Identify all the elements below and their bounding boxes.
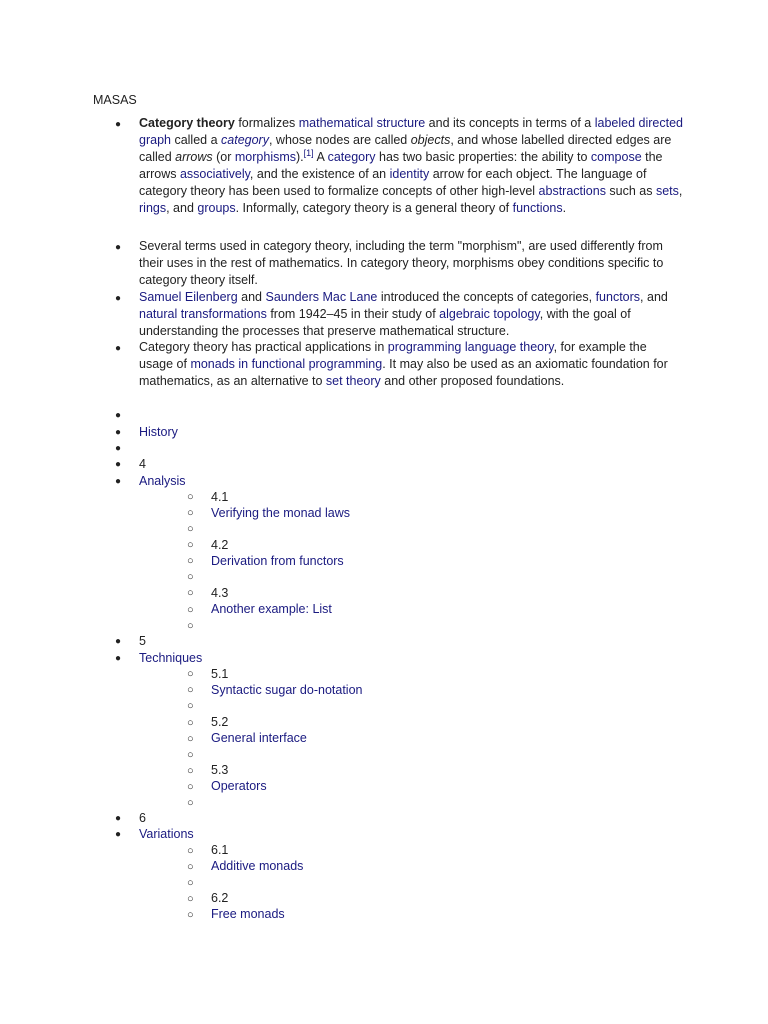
paragraph-history xyxy=(139,289,684,340)
text: and xyxy=(237,290,266,304)
text: and its concepts in terms of a xyxy=(425,116,595,130)
link-text: category xyxy=(221,133,269,147)
sub-bullet: ○ xyxy=(187,620,194,632)
toc-number: 5 xyxy=(139,634,146,648)
link-groups[interactable]: groups xyxy=(197,201,236,215)
sub-bullet: ○ xyxy=(187,893,194,905)
text: formalizes xyxy=(234,116,299,130)
link-set-theory[interactable]: set theory xyxy=(325,374,381,388)
sub-bullet: ○ xyxy=(187,781,194,793)
link-reference[interactable]: [1] xyxy=(303,147,314,158)
toc-number: 6.2 xyxy=(211,891,229,905)
sub-bullet: ○ xyxy=(187,765,194,777)
text: Category theory has practical applications in xyxy=(139,340,388,354)
sub-bullet: ○ xyxy=(187,845,194,857)
toc-number: 6 xyxy=(139,811,146,825)
toc-number: 5.2 xyxy=(211,715,229,729)
text: such as xyxy=(605,184,656,198)
toc-link-derivation-from-functors[interactable]: Derivation from functors xyxy=(211,554,344,568)
text: . It may also be used as an axiomatic foundation for mathematics, as an alternative to xyxy=(139,357,668,388)
sub-bullet: ○ xyxy=(187,587,194,599)
toc-number: 4.2 xyxy=(211,538,229,552)
link-category-2[interactable]: category xyxy=(327,150,376,164)
toc-link-another-example-list[interactable]: Another example: List xyxy=(211,602,332,616)
text: , and the existence of an xyxy=(249,167,390,181)
bullet: ● xyxy=(115,459,122,470)
bullet: ● xyxy=(115,293,122,304)
sub-bullet: ○ xyxy=(187,717,194,729)
text: , for example the usage of xyxy=(139,340,647,371)
paragraph-category-theory xyxy=(139,115,684,217)
text: , with the goal of understanding the processes that preserve mathematical structure. xyxy=(139,307,631,338)
bullet: ● xyxy=(115,119,122,130)
sub-bullet: ○ xyxy=(187,861,194,873)
sub-bullet: ○ xyxy=(187,733,194,745)
link-compose[interactable]: compose xyxy=(590,150,642,164)
toc-link-verifying-monad-laws[interactable]: Verifying the monad laws xyxy=(211,506,350,520)
sub-bullet: ○ xyxy=(187,555,194,567)
text: Several terms used in category theory, including the term "morphism", are used differently from their uses in the rest of mathematics. In category theory, morphisms obey conditions specific to category theory itself. xyxy=(139,239,664,287)
toc-number: 5.1 xyxy=(211,667,229,681)
link-labeled-directed-graph[interactable]: labeled directed graph xyxy=(139,116,683,147)
text: from 1942–45 in their study of xyxy=(266,307,440,321)
toc-link-variations[interactable]: Variations xyxy=(139,827,194,841)
toc-link-history[interactable]: History xyxy=(139,425,178,439)
text: (or xyxy=(212,150,235,164)
link-identity[interactable]: identity xyxy=(389,167,430,181)
italic-arrows: arrows xyxy=(175,150,213,164)
link-rings[interactable]: rings xyxy=(139,201,167,215)
text: arrow for each object. The language of category theory has been used to formalize concepts of other high-level xyxy=(139,167,647,198)
link-programming-language-theory[interactable]: programming language theory xyxy=(387,340,554,354)
link-associatively[interactable]: associatively xyxy=(179,167,250,181)
sub-bullet: ○ xyxy=(187,909,194,921)
toc-number: 4.1 xyxy=(211,490,229,504)
toc-number: 4 xyxy=(139,457,146,471)
toc-link-additive-monads[interactable]: Additive monads xyxy=(211,859,304,873)
link-mathematical-structure[interactable]: mathematical structure xyxy=(298,116,426,130)
bold-term: Category theory xyxy=(139,116,235,130)
toc-number: 4.3 xyxy=(211,586,229,600)
link-monads-functional-programming[interactable]: monads in functional programming xyxy=(190,357,383,371)
bullet: ● xyxy=(115,427,122,438)
text: ). xyxy=(296,150,304,164)
link-category[interactable] xyxy=(221,133,269,147)
link-algebraic-topology[interactable]: algebraic topology xyxy=(439,307,540,321)
sub-bullet: ○ xyxy=(187,877,194,889)
paragraph-applications xyxy=(139,339,684,390)
bullet: ● xyxy=(115,476,122,487)
toc-link-techniques[interactable]: Techniques xyxy=(139,651,203,665)
sub-bullet: ○ xyxy=(187,700,194,712)
sub-bullet: ○ xyxy=(187,539,194,551)
toc-link-operators[interactable]: Operators xyxy=(211,779,267,793)
sub-bullet: ○ xyxy=(187,491,194,503)
sub-bullet: ○ xyxy=(187,749,194,761)
bullet: ● xyxy=(115,813,122,824)
toc-number: 5.3 xyxy=(211,763,229,777)
text: introduced the concepts of categories, xyxy=(377,290,596,304)
text: , and xyxy=(166,201,198,215)
text: , xyxy=(678,184,683,198)
link-sets[interactable]: sets xyxy=(655,184,679,198)
sub-bullet: ○ xyxy=(187,604,194,616)
bullet: ● xyxy=(115,636,122,647)
bullet: ● xyxy=(115,829,122,840)
text: A xyxy=(313,150,328,164)
sub-bullet: ○ xyxy=(187,797,194,809)
toc-link-general-interface[interactable]: General interface xyxy=(211,731,307,745)
sub-bullet: ○ xyxy=(187,571,194,583)
text: , whose nodes are called xyxy=(268,133,411,147)
link-functors[interactable]: functors xyxy=(595,290,641,304)
bullet: ● xyxy=(115,343,122,354)
bullet: ● xyxy=(115,653,122,664)
text: called a xyxy=(170,133,222,147)
link-morphisms[interactable]: morphisms xyxy=(234,150,297,164)
text: has two basic properties: the ability to xyxy=(375,150,591,164)
link-functions[interactable]: functions xyxy=(512,201,563,215)
text: the arrows xyxy=(139,150,663,181)
sub-bullet: ○ xyxy=(187,523,194,535)
text: and other proposed foundations. xyxy=(380,374,565,388)
bullet: ● xyxy=(115,443,122,454)
sub-bullet: ○ xyxy=(187,668,194,680)
toc-link-syntactic-sugar[interactable]: Syntactic sugar do-notation xyxy=(211,683,363,697)
text: , and xyxy=(640,290,668,304)
text: , and whose labelled directed edges are called xyxy=(139,133,672,164)
toc-link-free-monads[interactable]: Free monads xyxy=(211,907,285,921)
text: . xyxy=(562,201,567,215)
link-natural-transformations[interactable]: natural transformations xyxy=(139,307,267,321)
sub-bullet: ○ xyxy=(187,507,194,519)
paragraph-terms xyxy=(139,238,684,289)
toc-number: 6.1 xyxy=(211,843,229,857)
link-samuel-eilenberg[interactable]: Samuel Eilenberg xyxy=(139,290,238,304)
bullet: ● xyxy=(115,242,122,253)
bullet: ● xyxy=(115,410,122,421)
link-saunders-mac-lane[interactable]: Saunders Mac Lane xyxy=(265,290,378,304)
link-abstractions[interactable]: abstractions xyxy=(538,184,606,198)
text: . Informally, category theory is a general theory of xyxy=(235,201,513,215)
italic-objects: objects xyxy=(410,133,451,147)
page-heading: MASAS xyxy=(93,93,137,107)
sub-bullet: ○ xyxy=(187,684,194,696)
toc-link-analysis[interactable]: Analysis xyxy=(139,474,186,488)
